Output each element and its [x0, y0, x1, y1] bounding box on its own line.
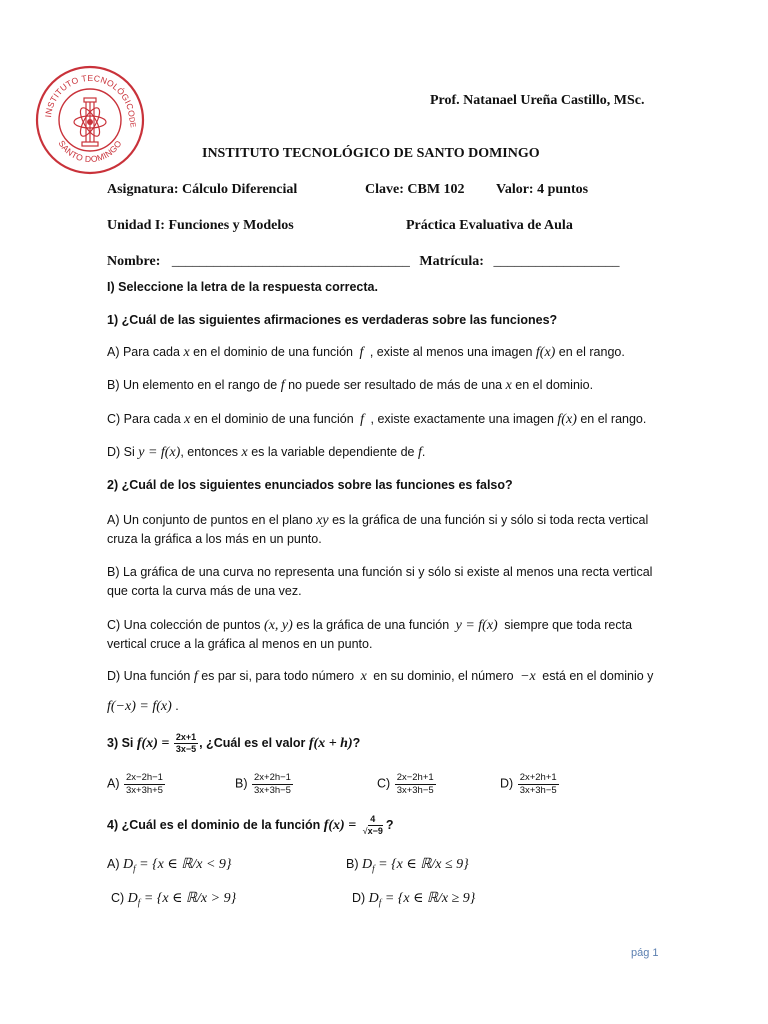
q4-title: 4) ¿Cuál es el dominio de la función f(x) = $\frac{4}{√x-9}$ ? — [107, 814, 394, 836]
id-blank[interactable]: __________________ — [493, 254, 620, 269]
section-title: I) Seleccione la letra de la respuesta correcta. — [107, 280, 378, 294]
q1-option-a[interactable]: A) Para cada x en el dominio de una función f , existe al menos una imagen f(x) en el rango. — [107, 345, 625, 360]
svg-text:DE: DE — [127, 116, 138, 129]
unit-label: Unidad I: Funciones y Modelos — [107, 218, 294, 233]
q2-option-d[interactable]: D) Una función f es par si, para todo número x en su dominio, el número −x está en el dominio y f(−x) = f(x) . — [107, 669, 654, 714]
q3-function-fraction: $\frac{2x+1}{3x-5}$ — [175, 732, 197, 754]
institute-title: INSTITUTO TECNOLÓGICO DE SANTO DOMINGO — [202, 146, 540, 161]
professor-name: Prof. Natanael Ureña Castillo, MSc. — [430, 93, 645, 108]
q3-option-d[interactable]: D) $\frac{2x+2h+1}{3x+3h-5}$ — [500, 772, 557, 796]
q4-option-c[interactable]: C) $D_f = \{x$ ∈ ℝ/x > 9} — [111, 891, 237, 908]
name-field-row — [107, 254, 619, 270]
page-number: pág 1 — [631, 947, 659, 959]
q3-title: 3) Si f(x) = $\frac{2x+1}{3x-5}$ , ¿Cuál es el valor f(x + h)? — [107, 732, 361, 754]
q3-option-a[interactable]: A) $\frac{2x-2h-1}{3x+3h+5}$ — [107, 772, 163, 796]
q1-option-d[interactable]: D) Si y = f(x), entonces x es la variable dependiente de f. — [107, 445, 426, 460]
q4-option-b[interactable]: B) $D_f = \{x$ ∈ ℝ/x ≤ 9} — [346, 857, 469, 874]
name-blank[interactable]: __________________________________ — [171, 254, 410, 269]
q4-function-fraction: $\frac{4}{√x-9}$ — [362, 814, 383, 836]
svg-text:SANTO DOMINGO: SANTO DOMINGO — [56, 138, 124, 165]
id-label: Matrícula: — [419, 254, 484, 269]
svg-text:INSTITUTO TECNOLÓGICO: INSTITUTO TECNOLÓGICO — [43, 72, 137, 118]
q2-option-b[interactable]: B) La gráfica de una curva no representa una función si y sólo si existe al menos una recta vertical que corta la curva más de una vez. — [107, 565, 653, 598]
subject-label: Asignatura: Cálculo Diferencial — [107, 182, 298, 197]
q4-option-a[interactable]: A) $D_f = \{x$ ∈ ℝ/x < 9} — [107, 857, 232, 874]
exam-value: Valor: 4 puntos — [496, 182, 589, 197]
q3-option-b[interactable]: B) $\frac{2x+2h-1}{3x+3h-5}$ — [235, 772, 291, 796]
q1-option-b[interactable]: B) Un elemento en el rango de f no puede ser resultado de más de una x en el dominio. — [107, 378, 594, 393]
name-label: Nombre: — [107, 254, 161, 269]
q1-option-c[interactable]: C) Para cada x en el dominio de una función f , existe exactamente una imagen f(x) en el rango. — [107, 412, 647, 427]
q1-title: 1) ¿Cuál de las siguientes afirmaciones es verdaderas sobre las funciones? — [107, 313, 558, 327]
q2-title: 2) ¿Cuál de los siguientes enunciados sobre las funciones es falso? — [107, 478, 513, 492]
q2-option-a[interactable]: A) Un conjunto de puntos en el plano xy es la gráfica de una función si y sólo si toda recta vertical cruza la gráfica a los más en un punto. — [107, 513, 649, 546]
q4-option-d[interactable]: D) $D_f = \{x$ ∈ ℝ/x ≥ 9} — [352, 891, 476, 908]
practice-label: Práctica Evaluativa de Aula — [406, 218, 573, 233]
course-code: Clave: CBM 102 — [365, 182, 465, 197]
q2-option-c[interactable]: C) Una colección de puntos (x, y) es la gráfica de una función y = f(x) siempre que toda recta vertical cruce a la gráfica al menos en un punto. — [107, 618, 633, 651]
institute-logo-seal — [34, 64, 146, 176]
q3-option-c[interactable]: C) $\frac{2x-2h+1}{3x+3h-5}$ — [377, 772, 434, 796]
